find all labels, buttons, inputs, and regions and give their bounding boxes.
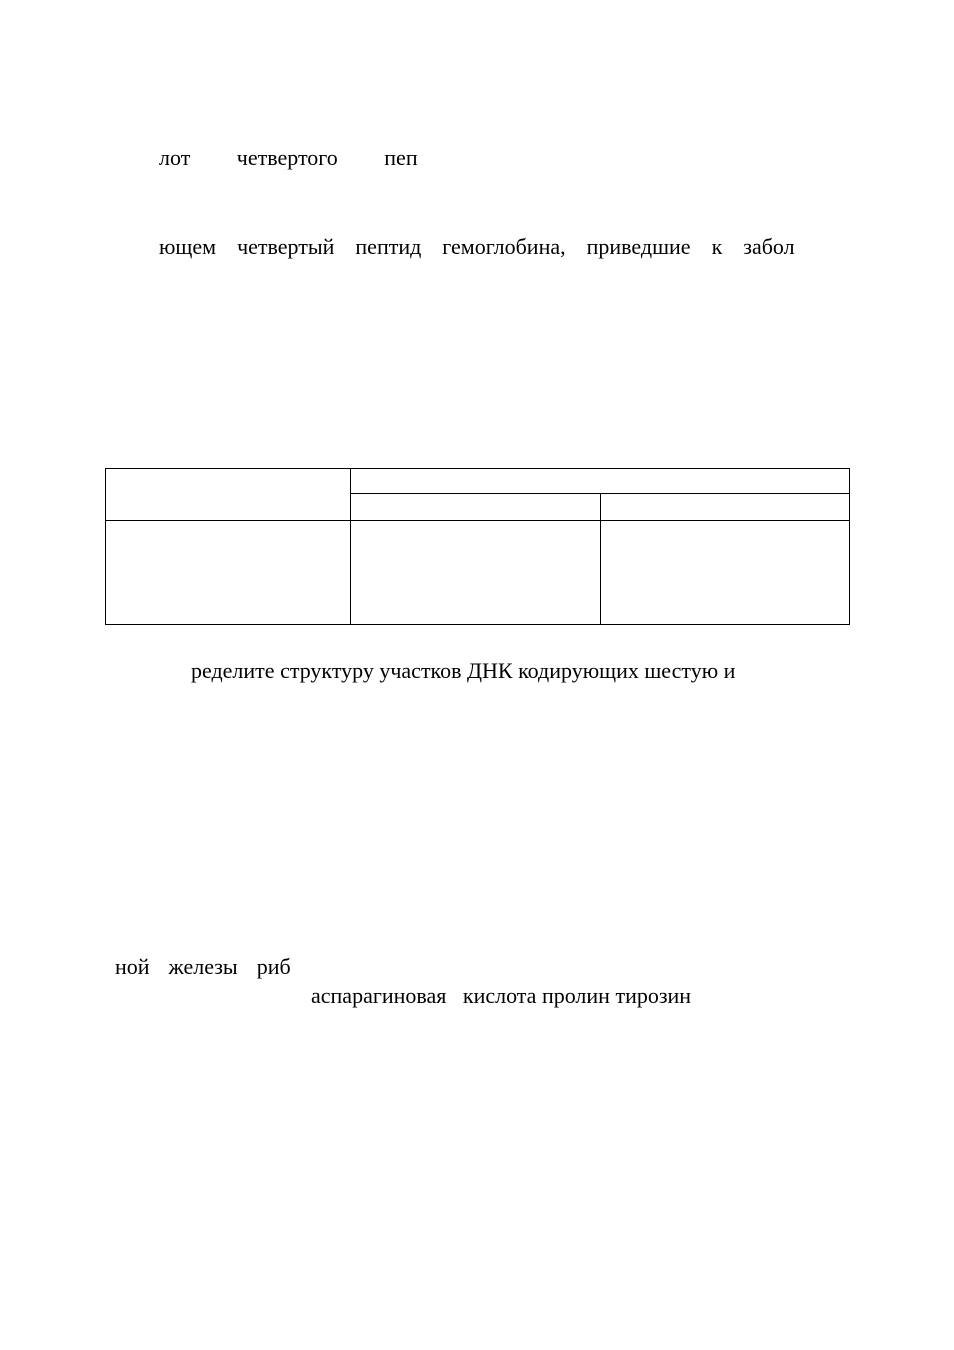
table-subheader-2 [600,494,849,520]
table-row [106,520,850,624]
table-cell [600,520,849,624]
data-table [105,468,850,625]
text-line-3: ределите структуру участков ДНК кодирующих шестую и [191,658,736,683]
text-line-5: аспарагиновая кислота пролин тирозин [311,983,692,1008]
text-line-4: ной железы риб [115,954,291,979]
table-subheader-1 [351,494,600,520]
table-cell [106,520,351,624]
table-header-left [106,469,351,521]
table-cell [351,520,600,624]
table-header-group [351,469,850,494]
text-line-1: лот четвертого пеп [159,145,418,170]
text-line-2: ющем четвертый пептид гемоглобина, приведшие к забол [159,234,795,259]
